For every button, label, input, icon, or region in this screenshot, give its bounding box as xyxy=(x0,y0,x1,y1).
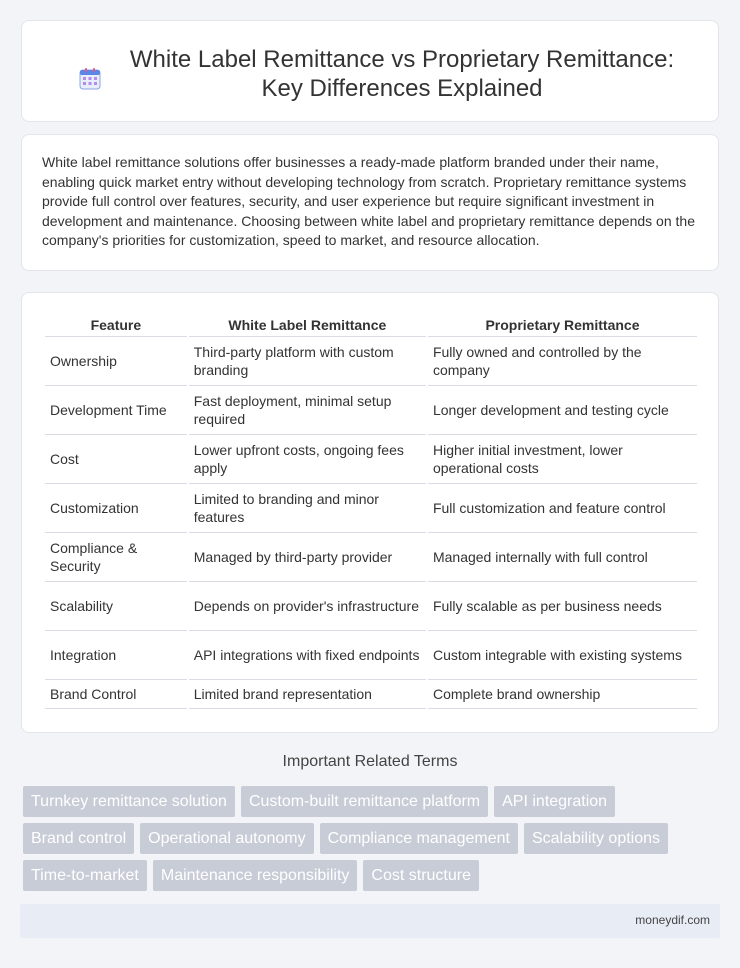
row-white-label: Limited to branding and minor features xyxy=(189,484,426,533)
related-term-tag[interactable]: Operational autonomy xyxy=(140,823,313,854)
related-terms-heading: Important Related Terms xyxy=(282,753,458,770)
row-feature: Brand Control xyxy=(45,680,187,709)
header-feature: Feature xyxy=(45,315,187,337)
related-term-tag[interactable]: Turnkey remittance solution xyxy=(23,786,235,817)
row-feature: Ownership xyxy=(45,337,187,386)
related-term-tag[interactable]: Scalability options xyxy=(524,823,668,854)
table-row xyxy=(45,680,697,709)
row-proprietary: Full customization and feature control xyxy=(428,484,697,533)
table-row xyxy=(45,533,697,582)
related-term-tag[interactable]: Time-to-market xyxy=(23,860,147,891)
related-term-tag[interactable]: API integration xyxy=(494,786,615,817)
intro-paragraph: White label remittance solutions offer businesses a ready-made platform branded under their name, enabling quick market entry without developing technology from scratch. Proprietary remittance systems provide full control over features, security, and user experience but require significant investment in development and maintenance. Choosing between white label and proprietary remittance depends on the company's priorities for customization, speed to market, and resource allocation. xyxy=(42,154,695,249)
table-row xyxy=(45,435,697,484)
table-row xyxy=(45,337,697,386)
footer xyxy=(20,904,720,938)
table-row xyxy=(45,631,697,680)
related-terms-row xyxy=(23,860,723,891)
related-term-tag[interactable]: Brand control xyxy=(23,823,134,854)
calendar-icon xyxy=(78,67,102,91)
row-feature: Development Time xyxy=(45,386,187,435)
row-proprietary: Longer development and testing cycle xyxy=(428,386,697,435)
row-proprietary: Fully owned and controlled by the company xyxy=(428,337,697,386)
row-proprietary: Complete brand ownership xyxy=(428,680,697,709)
table-header-row xyxy=(45,315,697,337)
header-proprietary: Proprietary Remittance xyxy=(428,315,697,337)
related-terms-row xyxy=(23,786,723,817)
table-row xyxy=(45,582,697,631)
row-white-label: Managed by third-party provider xyxy=(189,533,426,582)
related-term-tag[interactable]: Compliance management xyxy=(320,823,518,854)
row-proprietary: Fully scalable as per business needs xyxy=(428,582,697,631)
related-term-tag[interactable]: Maintenance responsibility xyxy=(153,860,358,891)
row-proprietary: Managed internally with full control xyxy=(428,533,697,582)
footer-site-link[interactable]: moneydif.com xyxy=(635,913,710,927)
row-white-label: Fast deployment, minimal setup required xyxy=(189,386,426,435)
row-feature: Cost xyxy=(45,435,187,484)
row-proprietary: Higher initial investment, lower operational costs xyxy=(428,435,697,484)
header-white-label: White Label Remittance xyxy=(189,315,426,337)
related-terms xyxy=(23,786,723,897)
row-feature: Scalability xyxy=(45,582,187,631)
row-feature: Compliance & Security xyxy=(45,533,187,582)
related-terms-row xyxy=(23,823,723,854)
comparison-table xyxy=(43,315,699,709)
table-row xyxy=(45,386,697,435)
row-proprietary: Custom integrable with existing systems xyxy=(428,631,697,680)
intro-card xyxy=(21,134,719,271)
row-white-label: Third-party platform with custom branding xyxy=(189,337,426,386)
related-term-tag[interactable]: Custom-built remittance platform xyxy=(241,786,488,817)
row-white-label: Limited brand representation xyxy=(189,680,426,709)
row-white-label: Lower upfront costs, ongoing fees apply xyxy=(189,435,426,484)
row-white-label: Depends on provider's infrastructure xyxy=(189,582,426,631)
table-row xyxy=(45,484,697,533)
row-feature: Integration xyxy=(45,631,187,680)
page-title: White Label Remittance vs Proprietary Remittance: Key Differences Explained xyxy=(129,46,675,102)
comparison-card xyxy=(21,292,719,733)
row-feature: Customization xyxy=(45,484,187,533)
row-white-label: API integrations with fixed endpoints xyxy=(189,631,426,680)
title-card xyxy=(21,20,719,122)
related-term-tag[interactable]: Cost structure xyxy=(363,860,479,891)
